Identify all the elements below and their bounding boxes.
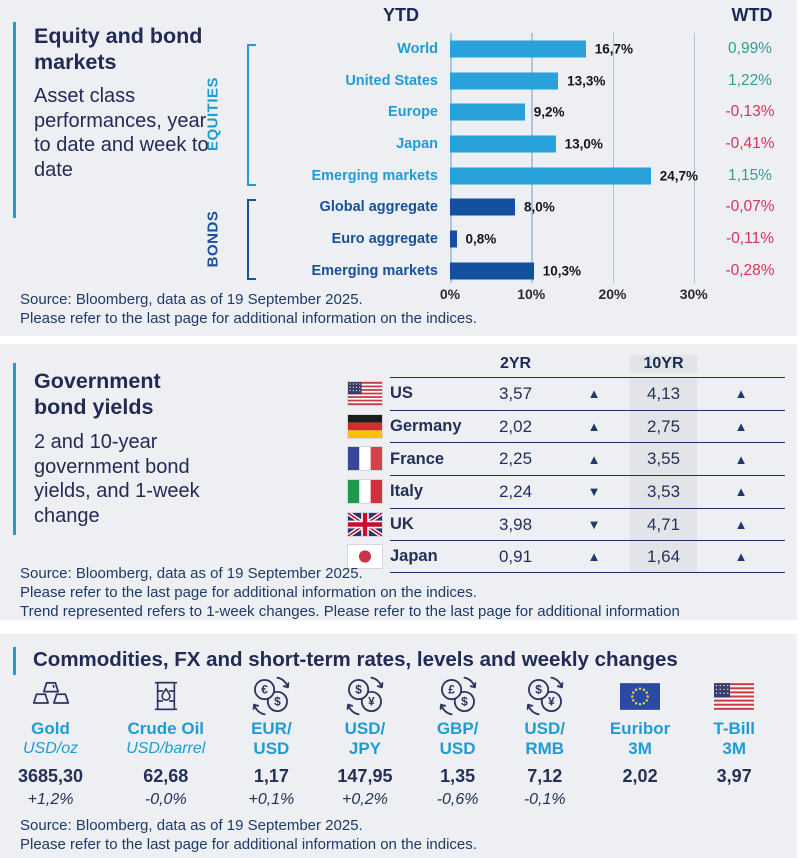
bond-table-header	[348, 351, 785, 377]
oil-barrel-icon	[146, 676, 186, 716]
category-label: Emerging markets	[311, 167, 438, 184]
svg-text:¥: ¥	[368, 694, 375, 709]
fx-item-sublabel: JPY	[348, 739, 381, 758]
ytd-bar	[450, 40, 586, 57]
fx-gbp-usd-icon	[436, 676, 480, 716]
eu-flag-icon	[620, 676, 660, 716]
fx-item-label: T-Bill	[713, 719, 755, 738]
source-line: Trend represented refers to 1-week changes. Please refer to the last page for additional information	[20, 603, 680, 620]
svg-text:€: €	[261, 682, 269, 697]
yield-10yr-value: 1,64	[630, 541, 697, 572]
fx-item-change: -0,0%	[144, 791, 187, 808]
fx-item-value: 62,68	[143, 766, 189, 786]
fx-item-value: 3,97	[716, 766, 752, 786]
source-line: Source: Bloomberg, data as of 19 September 2025.	[20, 565, 363, 582]
fx-item-sublabel: USD/oz	[22, 740, 79, 757]
fx-item	[523, 676, 567, 810]
uk-flag-icon	[348, 508, 390, 541]
bond-yields-table	[348, 351, 785, 573]
category-label: Global aggregate	[319, 199, 438, 216]
ytd-bar	[450, 104, 525, 121]
chart-row	[250, 223, 790, 255]
trend-2yr-up-icon: ▲	[587, 451, 601, 467]
fx-item-label: GBP/	[436, 719, 479, 738]
bar-track	[450, 96, 710, 128]
ytd-value-label: 13,3%	[567, 73, 606, 89]
bond-table-row	[348, 410, 785, 443]
trend-10yr-up-icon: ▲	[734, 386, 748, 402]
government-bond-yields-panel	[0, 344, 797, 620]
ytd-column-header: YTD	[383, 5, 419, 25]
section-title: Commodities, FX and short-term rates, levels and weekly changes	[33, 648, 678, 671]
wtd-value: -0,07%	[725, 198, 775, 216]
fx-item-value: 1,17	[253, 766, 289, 786]
trend-2yr-down-icon: ▼	[587, 484, 601, 500]
ytd-bar	[450, 135, 556, 152]
source-note	[20, 290, 477, 328]
ytd-value-label: 10,3%	[542, 263, 581, 279]
trend-10yr-up-icon: ▲	[734, 517, 748, 533]
col-header-2yr: 2YR	[499, 355, 532, 372]
yield-2yr-value: 0,91	[498, 546, 533, 566]
bar-track	[450, 255, 710, 287]
ytd-value-label: 0,8%	[465, 231, 497, 247]
ytd-bar	[450, 262, 534, 279]
source-line: Source: Bloomberg, data as of 19 September 2025.	[20, 817, 363, 834]
fx-item	[18, 676, 83, 810]
yield-10yr-value: 4,13	[630, 378, 697, 410]
bond-table-row	[348, 475, 785, 508]
source-line: Source: Bloomberg, data as of 19 September 2025.	[20, 291, 363, 308]
fx-item-change: +0,2%	[342, 791, 388, 808]
country-label: Japan	[390, 547, 438, 566]
bonds-group-label: BONDS	[204, 210, 222, 268]
country-label: France	[390, 449, 445, 468]
bond-table-row	[348, 508, 785, 541]
gold-bars-icon	[30, 676, 72, 716]
fx-item-value: 2,02	[622, 766, 658, 786]
fx-item	[337, 676, 392, 810]
fx-usd-rmb-icon	[523, 676, 567, 716]
chart-row	[250, 128, 790, 160]
wtd-value: -0,41%	[725, 134, 775, 152]
trend-10yr-up-icon: ▲	[734, 484, 748, 500]
section-subtitle: Asset class performances, year to date and week to date	[34, 85, 209, 181]
chart-row	[250, 65, 790, 97]
ytd-value-label: 16,7%	[594, 41, 633, 57]
fx-usd-jpy-icon	[343, 676, 387, 716]
fx-item-change: +0,1%	[248, 791, 295, 808]
us-flag-icon	[714, 676, 754, 716]
fx-item-sublabel: USD	[439, 739, 476, 758]
fx-item-sublabel: 3M	[628, 739, 652, 758]
yield-2yr-value: 2,02	[498, 416, 533, 436]
yield-2yr-value: 3,98	[498, 514, 533, 534]
trend-10yr-up-icon: ▲	[734, 549, 748, 565]
section-subtitle: 2 and 10-year government bond yields, and 1-week change	[34, 431, 200, 527]
svg-text:$: $	[274, 694, 282, 709]
wtd-value: -0,11%	[726, 230, 774, 248]
svg-text:$: $	[355, 682, 362, 697]
wtd-value: -0,13%	[725, 103, 775, 121]
ytd-value-label: 8,0%	[524, 199, 555, 215]
source-note	[20, 564, 680, 621]
yield-10yr-value: 2,75	[630, 411, 697, 443]
chart-row	[250, 160, 790, 192]
fx-item	[248, 676, 294, 810]
de-flag-icon	[348, 410, 390, 443]
axis-tick-label: 30%	[679, 286, 708, 302]
category-label: Euro aggregate	[331, 231, 438, 248]
fx-item	[610, 676, 670, 810]
ytd-bar	[450, 167, 651, 184]
bar-track	[450, 128, 710, 160]
fx-item	[436, 676, 480, 810]
axis-tick-label: 10%	[517, 286, 546, 302]
fx-item-label: Euribor	[609, 719, 671, 738]
yield-2yr-value: 2,24	[498, 481, 533, 501]
section-accent-bar	[13, 647, 16, 675]
source-note	[20, 816, 477, 854]
it-flag-icon	[348, 475, 390, 508]
yield-10yr-value: 3,53	[630, 476, 697, 508]
fx-item-sublabel: RMB	[525, 739, 565, 758]
bar-track	[450, 160, 710, 192]
fx-item	[713, 676, 755, 810]
yield-10yr-value: 3,55	[630, 443, 697, 475]
source-line: Please refer to the last page for additional information on the indices.	[20, 836, 477, 853]
yield-10yr-value: 4,71	[630, 509, 697, 541]
trend-10yr-up-icon: ▲	[734, 451, 748, 467]
chart-row	[250, 33, 790, 65]
source-line: Please refer to the last page for additional information on the indices.	[20, 310, 477, 327]
bar-track	[450, 33, 710, 65]
yield-2yr-value: 3,57	[498, 383, 533, 403]
fx-item-value: 1,35	[440, 766, 476, 786]
svg-text:$: $	[460, 694, 468, 709]
commodities-fx-rates-panel	[0, 634, 797, 858]
fx-item-label: USD/	[524, 719, 566, 738]
bar-track	[450, 223, 710, 255]
axis-tick-label: 20%	[598, 286, 627, 302]
trend-10yr-up-icon: ▲	[734, 419, 748, 435]
chart-row	[250, 255, 790, 287]
section-accent-bar	[13, 22, 16, 218]
fx-items-row	[18, 676, 755, 810]
country-label: US	[390, 384, 413, 403]
ytd-value-label: 24,7%	[659, 168, 698, 184]
wtd-value: 1,15%	[728, 166, 772, 184]
category-label: Europe	[388, 104, 438, 121]
fx-item-sublabel: 3M	[722, 739, 747, 758]
trend-2yr-up-icon: ▲	[587, 419, 601, 435]
axis-tick-label: 0%	[439, 286, 461, 302]
country-label: Germany	[390, 417, 462, 436]
category-label: World	[397, 40, 438, 57]
fx-item-value: 3685,30	[18, 766, 84, 786]
us-flag-icon	[348, 377, 390, 410]
fx-item-sublabel: USD/barrel	[126, 740, 206, 757]
fx-item-label: USD/	[344, 719, 386, 738]
equity-bond-markets-panel	[0, 0, 797, 336]
category-label: United States	[345, 72, 438, 89]
wtd-value: -0,28%	[725, 261, 775, 279]
section-title: Government bond yields	[34, 369, 161, 419]
country-label: UK	[390, 515, 414, 534]
ytd-bar	[450, 199, 515, 216]
section-title: Equity and bond markets	[34, 24, 203, 74]
ytd-performance-bar-chart	[250, 33, 790, 302]
ytd-value-label: 9,2%	[533, 104, 565, 120]
fx-item-change: -0,1%	[523, 791, 566, 808]
equities-group-label: EQUITIES	[204, 76, 222, 152]
fx-item-label: Gold	[31, 719, 70, 738]
fx-item	[126, 676, 205, 810]
wtd-value: 0,99%	[728, 39, 772, 57]
ytd-value-label: 13,0%	[564, 136, 603, 152]
svg-text:¥: ¥	[547, 694, 555, 709]
bond-table-row	[348, 442, 785, 475]
bar-track	[450, 192, 710, 224]
fx-item-sublabel: USD	[253, 739, 290, 758]
svg-text:£: £	[447, 682, 455, 697]
wtd-column-header: WTD	[731, 5, 773, 25]
fx-item-value: 7,12	[527, 766, 563, 786]
svg-text:$: $	[534, 682, 542, 697]
source-line: Please refer to the last page for additional information on the indices.	[20, 584, 477, 601]
section-accent-bar	[13, 363, 16, 535]
trend-2yr-up-icon: ▲	[587, 386, 601, 402]
fr-flag-icon	[348, 442, 390, 475]
category-label: Japan	[396, 135, 438, 152]
fx-item-label: Crude Oil	[127, 719, 205, 738]
trend-2yr-down-icon: ▼	[587, 517, 601, 533]
col-header-10yr: 10YR	[630, 355, 697, 373]
wtd-value: 1,22%	[728, 71, 772, 89]
category-label: Emerging markets	[311, 262, 438, 279]
country-label: Italy	[390, 482, 424, 501]
fx-item-change: -0,6%	[436, 791, 479, 808]
fx-item-value: 147,95	[337, 766, 393, 786]
fx-item-change: +1,2%	[27, 791, 74, 808]
trend-2yr-up-icon: ▲	[587, 549, 601, 565]
yield-2yr-value: 2,25	[498, 449, 533, 469]
fx-eur-usd-icon	[249, 676, 293, 716]
bond-table-row	[348, 377, 785, 410]
fx-item-label: EUR/	[251, 719, 292, 738]
ytd-bar	[450, 231, 457, 248]
bar-track	[450, 65, 710, 97]
chart-row	[250, 96, 790, 128]
ytd-bar	[450, 72, 558, 89]
chart-row	[250, 192, 790, 224]
